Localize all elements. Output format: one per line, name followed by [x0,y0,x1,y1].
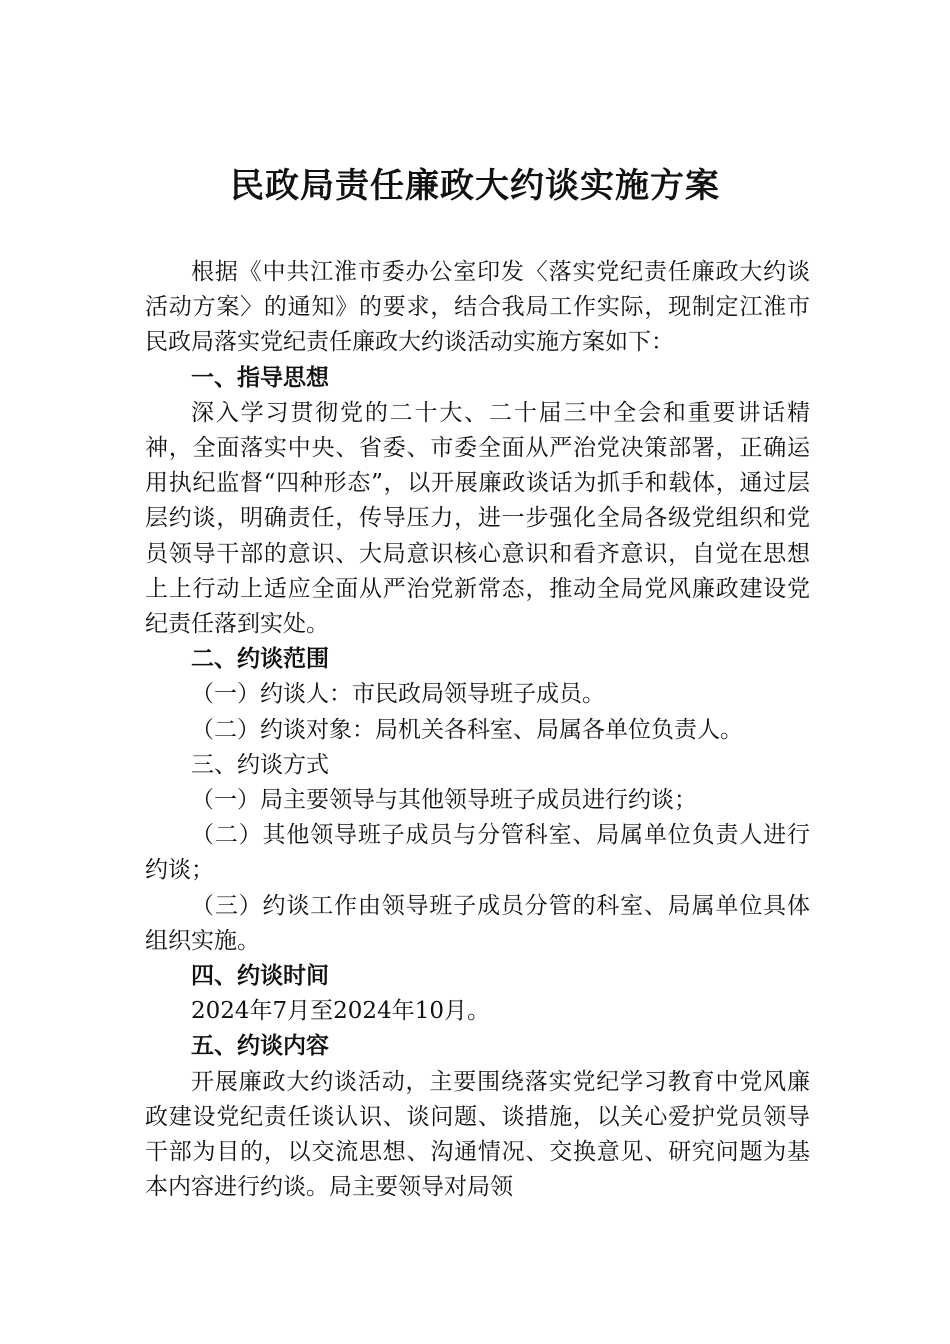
section-heading-content: 五、约谈内容 [191,1033,329,1060]
paragraph-scope-interviewee: （二）约谈对象：局机关各科室、局属各单位负责人。 [191,716,743,743]
section-heading-guiding-thought: 一、指导思想 [191,364,329,391]
document-title: 民政局责任廉政大约谈实施方案 [230,166,720,206]
section-heading-method: 三、约谈方式 [191,751,329,778]
document-body [145,255,810,1205]
paragraph-guiding-thought: 深入学习贯彻党的二十大、二十届三中全会和重要讲话精神，全面落实中央、省委、市委全面从严治党决策部署，正确运用执纪监督“四种形态”，以开展廉政谈话为抓手和载体，通过层层约谈，明确责任，传导压力，进一步强化全局各级党组织和党员领导干部的意识、大局意识核心意识和看齐意识，自觉在思想上上行动上适应全面从严治党新常态，推动全局党风廉政建设党纪责任落到实处。 [145,399,810,638]
section-heading-time: 四、约谈时间 [191,963,329,990]
paragraph-intro: 根据《中共江淮市委办公室印发〈落实党纪责任廉政大约谈活动方案〉的通知》的要求，结合我局工作实际，现制定江淮市民政局落实党纪责任廉政大约谈活动实施方案如下： [145,259,810,356]
paragraph-method-2: （二）其他领导班子成员与分管科室、局属单位负责人进行约谈； [145,822,810,884]
paragraph-method-1: （一）局主要领导与其他领导班子成员进行约谈； [191,787,697,814]
section-heading-scope: 二、约谈范围 [191,646,329,673]
paragraph-method-3: （三）约谈工作由领导班子成员分管的科室、局属单位具体组织实施。 [145,892,810,954]
paragraph-time: 2024年7月至2024年10月。 [191,998,490,1025]
paragraph-content: 开展廉政大约谈活动，主要围绕落实党纪学习教育中党风廉政建设党纪责任谈认识、谈问题、谈措施，以关心爱护党员领导干部为目的，以交流思想、沟通情况、交换意见、研究问题为基本内容进行约谈。局主要领导对局领 [145,1068,810,1201]
paragraph-scope-interviewer: （一）约谈人：市民政局领导班子成员。 [191,681,605,708]
